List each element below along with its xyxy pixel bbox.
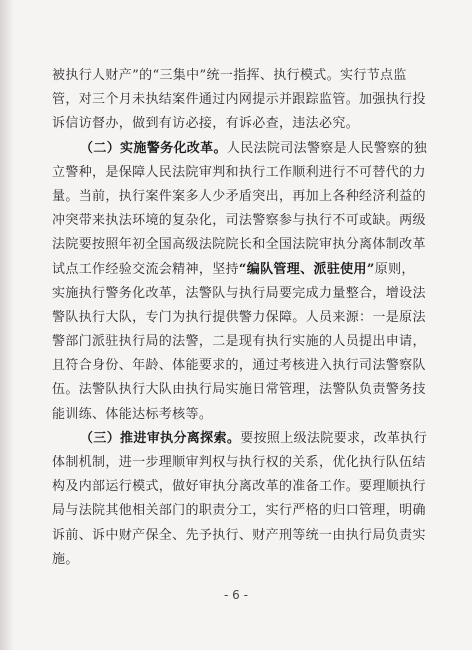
paragraph-3-text: 要按照上级法院要求，改革执行 [240,430,428,446]
scan-edge-shadow [0,0,14,650]
paragraph-2-line: 冲突带来执法环境的复杂化，司法警察参与执行不可或缺。两级 [52,213,426,229]
paragraph-1-line: 管，对三个月未执结案件通过内网提示并跟踪监管。加强执行投 [52,92,426,108]
paragraph-2-text: 人民法院司法警察是人民警察的独 [226,140,428,156]
page-number: - 6 - [224,588,248,602]
paragraph-1-line: 被执行人财产”的“三集中”统一指挥、执行模式。实行节点监 [52,68,407,83]
paragraph-3-first-line [52,427,434,451]
paragraph-2-line: 且符合身份、年龄、体能要求的，通过考核进入执行司法警察队 [52,358,426,374]
section-heading-2: （二）实施警务化改革。 [80,140,227,156]
paragraph-3-line: 诉前、诉中财产保全、先予执行、财产刑等统一由执行局负责实 [52,527,426,543]
paragraph-2-line: 量。当前，执行案件案多人少矛盾突出，再加上各种经济利益的 [52,188,426,204]
paragraph-3-line: 体制机制，进一步理顺审判权与执行权的关系，优化执行队伍结 [52,455,426,470]
paragraph-2-text: 试点工作经验交流会精神，坚持 [52,261,239,277]
paragraph-2-line: 警部门派驻执行局的法警，二是现有执行实施的人员提出申请， [52,334,426,350]
emphasis-phrase: “编队管理、派驻使用” [238,261,375,277]
paragraph-2-text: 原则， [374,261,415,277]
paragraph-1-line: 诉信访督办，做到有访必接，有诉必查，违法必究。 [52,116,360,132]
paragraph-2-line: 立警种，是保障人民法院审判和执行工作顺利进行不可替代的力 [52,164,426,180]
paragraph-2-line: 能训练、体能达标考核等。 [52,406,213,422]
paragraph-3-line: 构及内部运行模式，做好审执分离改革的准备工作。要理顺执行 [52,479,426,495]
document-body [52,64,434,572]
section-heading-3: （三）推进审执分离探索。 [80,430,241,446]
paragraph-2-line: 法院要按照年初全国高级法院院长和全国法院审执分离体制改革 [52,237,426,253]
paragraph-3-line: 局与法院其他相关部门的职责分工，实行严格的归口管理，明确 [52,503,426,519]
paragraph-2-first-line [52,137,434,161]
paragraph-2-line: 警队执行大队，专门为执行提供警力保障。人员来源：一是原法 [52,309,426,325]
paragraph-2-line: 伍。法警队执行大队由执行局实施日常管理，法警队负责警务技 [52,382,426,398]
paragraph-2-line-with-emphasis [52,258,434,282]
paragraph-3-line: 施。 [52,551,79,567]
paragraph-2-line: 实施执行警务化改革，法警队与执行局要完成力量整合，增设法 [52,285,426,301]
